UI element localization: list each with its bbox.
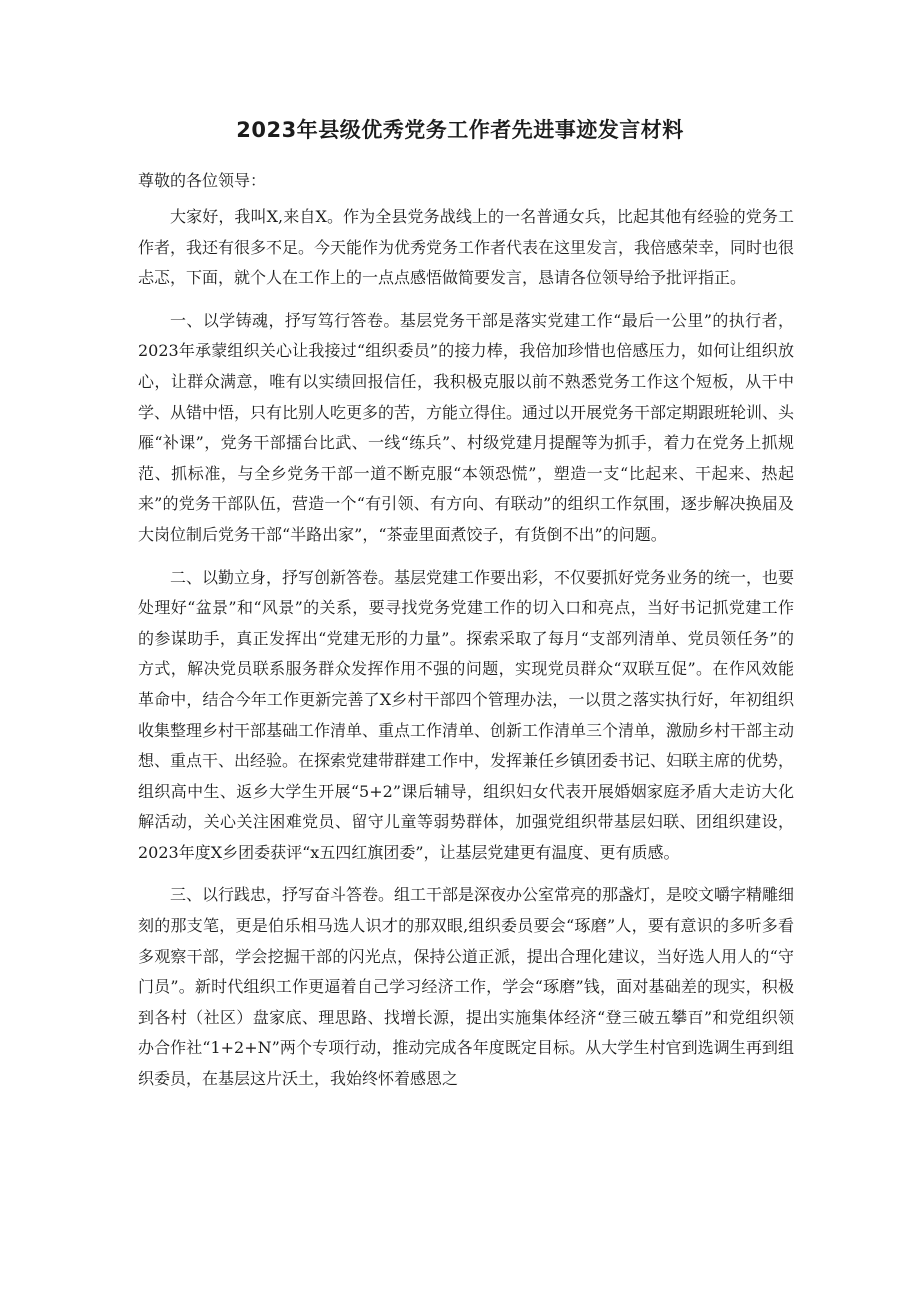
document-title: 2023年县级优秀党务工作者先进事迹发言材料 — [236, 118, 684, 142]
salutation: 尊敬的各位领导： — [138, 171, 267, 190]
paragraph-introduction: 大家好，我叫X,来自X。作为全县党务战线上的一名普通女兵，比起其他有经验的党务工作者，我还有很多不足。今天能作为优秀党务工作者代表在这里发言，我倍感荣幸，同时也很忐忑，下面，就个人在工作上的一点点感悟做简要发言，恳请各位领导给予批评指正。 — [138, 207, 795, 288]
paragraph-section-two: 二、以勤立身，抒写创新答卷。基层党建工作要出彩，不仅要抓好党务业务的统一，也要处理好“盆景”和“风景”的关系，要寻找党务党建工作的切入口和亮点，当好书记抓党建工作的参谋助手，真正发挥出“党建无形的力量”。探索采取了每月“支部列清单、党员领任务”的方式，解决党员联系服务群众发挥作用不强的问题，实现党员群众“双联互促”。在作风效能革命中，结合今年工作更新完善了X乡村干部四个管理办法，一以贯之落实执行好，年初组织收集整理乡村干部基础工作清单、重点工作清单、创新工作清单三个清单，激励乡村干部主动想、重点干、出经验。在探索党建带群建工作中，发挥兼任乡镇团委书记、妇联主席的优势，组织高中生、返乡大学生开展“5+2”课后辅导，组织妇女代表开展婚姻家庭矛盾大走访大化解活动，关心关注困难党员、留守儿童等弱势群体，加强党组织带基层妇联、团组织建设，2023年度X乡团委获评“x五四红旗团委”，让基层党建更有温度、更有质感。 — [138, 567, 795, 862]
paragraph-section-one: 一、以学铸魂，抒写笃行答卷。基层党务干部是落实党建工作“最后一公里”的执行者，2023年承蒙组织关心让我接过“组织委员”的接力棒，我倍加珍惜也倍感压力，如何让组织放心，让群众满意，唯有以实绩回报信任，我积极克服以前不熟悉党务工作这个短板，从干中学、从错中悟，只有比别人吃更多的苦，方能立得住。通过以开展党务干部定期跟班轮训、头雁“补课”，党务干部擂台比武、一线“练兵”、村级党建月提醒等为抓手，着力在党务上抓规范、抓标准，与全乡党务干部一道不断克服“本领恐慌”，塑造一支“比起来、干起来、热起来”的党务干部队伍，营造一个“有引领、有方向、有联动”的组织工作氛围，逐步解决换届及大岗位制后党务干部“半路出家”，“茶壶里面煮饺子，有货倒不出”的问题。 — [138, 310, 795, 544]
document-body — [138, 202, 794, 1107]
paragraph-section-three: 三、以行践忠，抒写奋斗答卷。组工干部是深夜办公室常亮的那盏灯，是咬文嚼字精雕细刻的那支笔，更是伯乐相马选人识才的那双眼,组织委员要会“琢磨”人，要有意识的多听多看多观察干部，学会挖掘干部的闪光点，保持公道正派，提出合理化建议，当好选人用人的“守门员”。新时代组织工作更逼着自己学习经济工作，学会“琢磨”钱，面对基础差的现实，积极到各村（社区）盘家底、理思路、找增长源，提出实施集体经济“登三破五攀百”和党组织领办合作社“1+2+N”两个专项行动，推动完成各年度既定目标。从大学生村官到选调生再到组织委员，在基层这片沃土，我始终怀着感恩之 — [138, 885, 795, 1089]
